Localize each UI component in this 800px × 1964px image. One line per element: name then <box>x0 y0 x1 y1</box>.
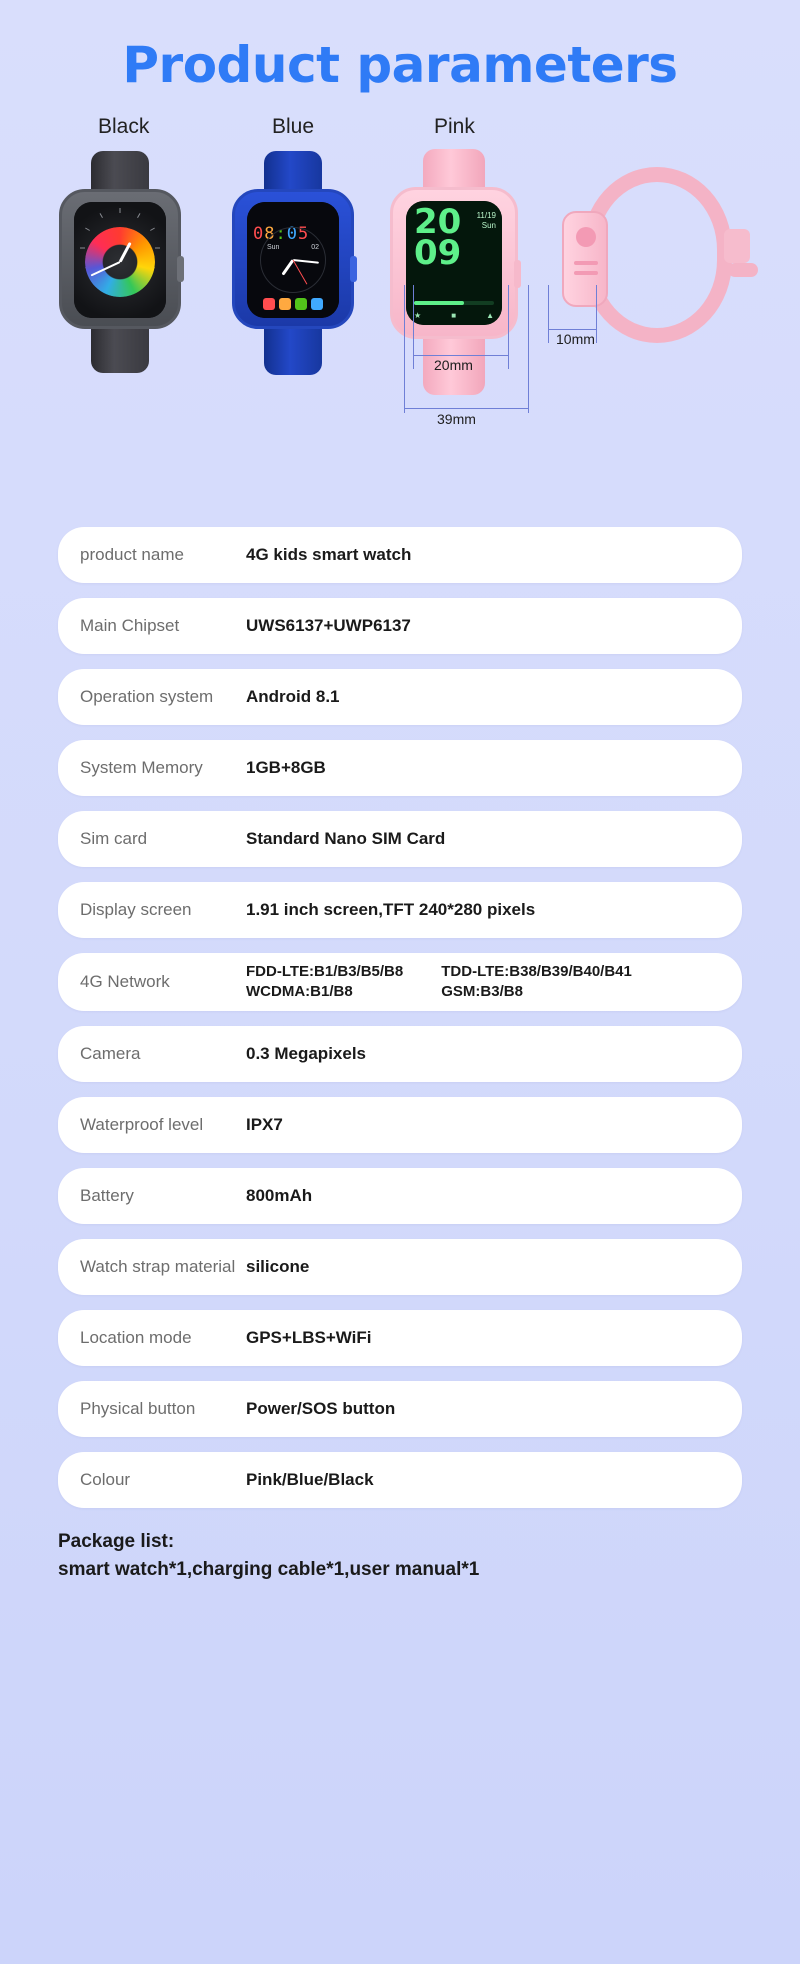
dimension-tick-thickness-left <box>548 285 549 343</box>
spec-value: 4G kids smart watch <box>246 545 412 564</box>
spec-value: 1GB+8GB <box>246 758 326 777</box>
spec-key: Waterproof level <box>80 1115 204 1134</box>
package-list-items: smart watch*1,charging cable*1,user manual*1 <box>58 1558 480 1580</box>
spec-row-system-memory <box>58 740 742 796</box>
spec-key: Physical button <box>80 1399 196 1418</box>
spec-value: Pink/Blue/Black <box>246 1470 374 1489</box>
spec-key: 4G Network <box>80 972 170 991</box>
watch-screen <box>74 202 166 318</box>
spec-value: Power/SOS button <box>246 1399 396 1418</box>
network-band-gsm: GSM:B3/B8 <box>441 983 523 1000</box>
app-icon-blue <box>311 298 323 310</box>
band-buckle <box>724 229 750 263</box>
spec-value: silicone <box>246 1257 310 1276</box>
watch-case <box>232 189 354 329</box>
watch-face-analog <box>74 202 166 318</box>
spec-value: IPX7 <box>246 1115 283 1134</box>
power-button-icon <box>350 256 357 282</box>
variant-label-pink: Pink <box>434 115 475 138</box>
power-button-icon <box>514 260 521 288</box>
product-image-gallery <box>0 115 800 505</box>
dimension-tick-width-left <box>404 285 405 413</box>
spec-value: 800mAh <box>246 1186 313 1205</box>
spec-key: Sim card <box>80 829 148 848</box>
spec-row-sim-card <box>58 811 742 867</box>
variant-label-black: Black <box>98 115 150 138</box>
weekday-label: Sun <box>267 244 280 251</box>
watch-face-hybrid <box>247 202 339 318</box>
spec-row-waterproof-level <box>58 1097 742 1153</box>
dimension-label-thickness: 10mm <box>556 331 595 347</box>
spec-row-operation-system <box>58 669 742 725</box>
specifications-table <box>58 527 742 1508</box>
watch-case <box>390 187 518 339</box>
spec-key: product name <box>80 545 184 564</box>
app-icon-green <box>295 298 307 310</box>
spec-row-display-screen <box>58 882 742 938</box>
network-band-tdd: TDD-LTE:B38/B39/B40/B41 <box>441 962 632 980</box>
variant-label-blue: Blue <box>272 115 315 138</box>
watch-image-blue <box>228 157 358 367</box>
spec-key: Colour <box>80 1470 131 1489</box>
dimension-tick-screen-left <box>413 285 414 369</box>
spec-key: Display screen <box>80 900 192 919</box>
app-icon-red <box>263 298 275 310</box>
watch-screen <box>247 202 339 318</box>
dimension-line-thickness <box>548 329 596 330</box>
dimension-tick-thickness-right <box>596 285 597 343</box>
spec-value: Standard Nano SIM Card <box>246 829 446 848</box>
digital-clock <box>414 202 462 274</box>
steps-icon: ★ <box>414 311 422 320</box>
clock-minutes: 09 <box>414 233 462 274</box>
weekday-value: Sun <box>481 221 496 230</box>
speaker-grille-icon <box>574 261 598 265</box>
date-value: 11/19 <box>476 211 496 220</box>
spec-key: Watch strap material <box>80 1257 236 1276</box>
dimension-tick-width-right <box>528 285 529 413</box>
spec-key: Location mode <box>80 1328 192 1347</box>
camera-lens-icon <box>576 227 596 247</box>
dimension-label-width: 39mm <box>437 411 476 427</box>
spec-value: Android 8.1 <box>246 687 340 706</box>
dimension-line-width <box>404 408 528 409</box>
spec-key: Battery <box>80 1186 134 1205</box>
power-button-icon <box>177 256 184 282</box>
spec-value: 0.3 Megapixels <box>246 1044 367 1063</box>
spec-row-4g-network <box>58 953 742 1011</box>
watch-image-black <box>55 157 185 367</box>
watch-face-digital <box>406 201 502 325</box>
clock-hours: 20 <box>414 202 462 242</box>
network-band-wcdma: WCDMA:B1/B8 <box>246 983 353 1000</box>
watch-case-side <box>562 211 608 307</box>
signal-icon: ▲ <box>486 311 494 320</box>
dimension-line-screen <box>413 355 508 356</box>
hour-hand-icon <box>281 259 294 275</box>
watch-case <box>59 189 181 329</box>
spec-row-main-chipset <box>58 598 742 654</box>
spec-row-battery <box>58 1168 742 1224</box>
spec-value <box>246 962 632 1003</box>
dimension-tick-screen-right <box>508 285 509 369</box>
network-column-left <box>246 962 403 1003</box>
page-title: Product parameters <box>122 36 678 94</box>
spec-row-colour <box>58 1452 742 1508</box>
analog-dial <box>260 227 326 293</box>
spec-row-physical-button <box>58 1381 742 1437</box>
spec-key: System Memory <box>80 758 203 777</box>
spec-row-watch-strap-material <box>58 1239 742 1295</box>
date-block <box>477 211 496 231</box>
watch-face-app-icons <box>247 298 339 310</box>
watch-screen <box>406 201 502 325</box>
dimension-label-screen-width: 20mm <box>434 357 473 373</box>
date-label: 02 <box>311 244 319 251</box>
package-list-heading: Package list: <box>58 1531 175 1552</box>
spec-key: Camera <box>80 1044 141 1063</box>
digital-time-readout: 08:05 <box>253 224 310 244</box>
watch-image-pink-front <box>384 157 524 387</box>
spec-key: Main Chipset <box>80 616 180 635</box>
app-icon-orange <box>279 298 291 310</box>
spec-row-camera <box>58 1026 742 1082</box>
spec-value: GPS+LBS+WiFi <box>246 1328 372 1347</box>
progress-fill <box>414 301 464 305</box>
status-icons <box>414 311 494 320</box>
minute-hand-icon <box>293 259 319 264</box>
spec-key: Operation system <box>80 687 214 706</box>
band-tail <box>728 263 758 277</box>
spec-value: UWS6137+UWP6137 <box>246 616 411 635</box>
battery-icon: ■ <box>451 311 457 320</box>
progress-bar <box>414 301 494 305</box>
spec-row-product-name <box>58 527 742 583</box>
spec-row-location-mode <box>58 1310 742 1366</box>
spec-value: 1.91 inch screen,TFT 240*280 pixels <box>246 900 536 919</box>
network-column-right <box>441 962 632 1003</box>
speaker-grille-icon <box>574 271 598 275</box>
second-hand-icon <box>293 260 308 285</box>
network-band-fdd: FDD-LTE:B1/B3/B5/B8 <box>246 962 404 980</box>
package-list <box>58 1528 742 1609</box>
